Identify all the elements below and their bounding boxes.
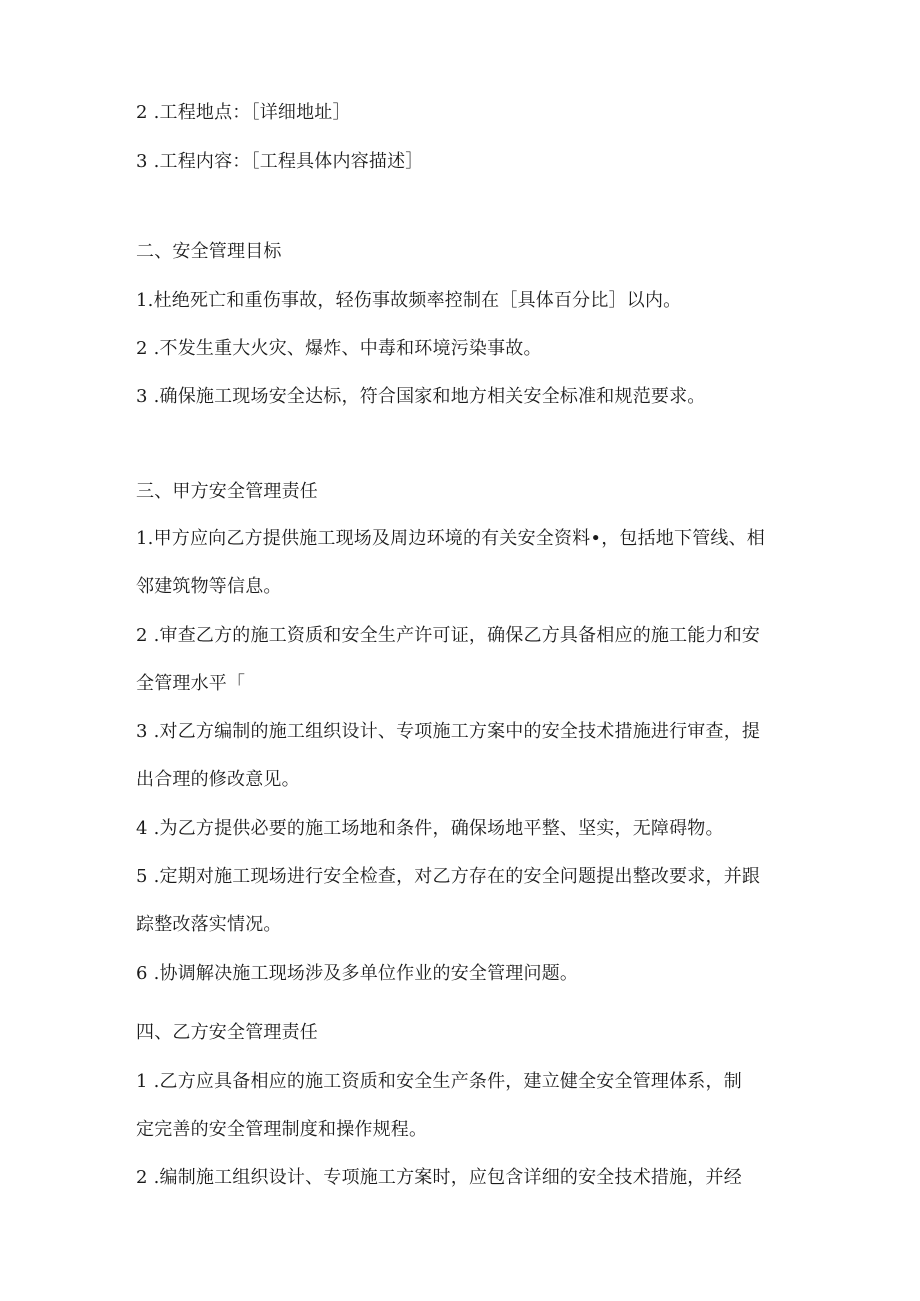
party-a-item-4: 4 .为乙方提供必要的施工场地和条件，确保场地平整、坚实，无障碍物。 xyxy=(136,818,724,839)
party-a-item-5-line-1: 5 .定期对施工现场进行安全检查，对乙方存在的安全问题提出整改要求，并跟 xyxy=(136,866,761,887)
party-b-item-2-line-1: 2 .编制施工组织设计、专项施工方案时，应包含详细的安全技术措施，并经 xyxy=(136,1167,742,1188)
section-heading-party-a: 三、甲方安全管理责任 xyxy=(136,481,318,502)
goal-item-1: 1.杜绝死亡和重伤事故，轻伤事故频率控制在［具体百分比］以内。 xyxy=(136,290,682,311)
party-a-item-2-line-2: 全管理水平「 xyxy=(136,673,246,694)
section-heading-party-b: 四、乙方安全管理责任 xyxy=(136,1022,318,1043)
party-a-item-3-line-1: 3 .对乙方编制的施工组织设计、专项施工方案中的安全技术措施进行审查，提 xyxy=(136,721,761,742)
section-heading-safety-goals: 二、安全管理目标 xyxy=(136,241,282,262)
goal-item-3: 3 .确保施工现场安全达标，符合国家和地方相关安全标准和规范要求。 xyxy=(136,386,706,407)
party-a-item-1-line-2: 邻建筑物等信息。 xyxy=(136,576,282,597)
party-a-item-5-line-2: 踪整改落实情况。 xyxy=(136,914,282,935)
party-a-item-2-line-1: 2 .审查乙方的施工资质和安全生产许可证，确保乙方具备相应的施工能力和安 xyxy=(136,625,761,646)
party-b-item-1-line-1: 1 .乙方应具备相应的施工资质和安全生产条件，建立健全安全管理体系，制 xyxy=(136,1071,742,1092)
party-a-item-3-line-2: 出合理的修改意见。 xyxy=(136,769,300,790)
item-project-location: 2 .工程地点：［详细地址］ xyxy=(136,102,351,123)
goal-item-2: 2 .不发生重大火灾、爆炸、中毒和环境污染事故。 xyxy=(136,338,542,359)
party-a-item-6: 6 .协调解决施工现场涉及多单位作业的安全管理问题。 xyxy=(136,963,579,984)
party-a-item-1-line-1: 1.甲方应向乙方提供施工现场及周边环境的有关安全资料•，包括地下管线、相 xyxy=(136,528,765,549)
party-b-item-1-line-2: 定完善的安全管理制度和操作规程。 xyxy=(136,1119,428,1140)
item-project-content: 3 .工程内容：［工程具体内容描述］ xyxy=(136,151,424,172)
